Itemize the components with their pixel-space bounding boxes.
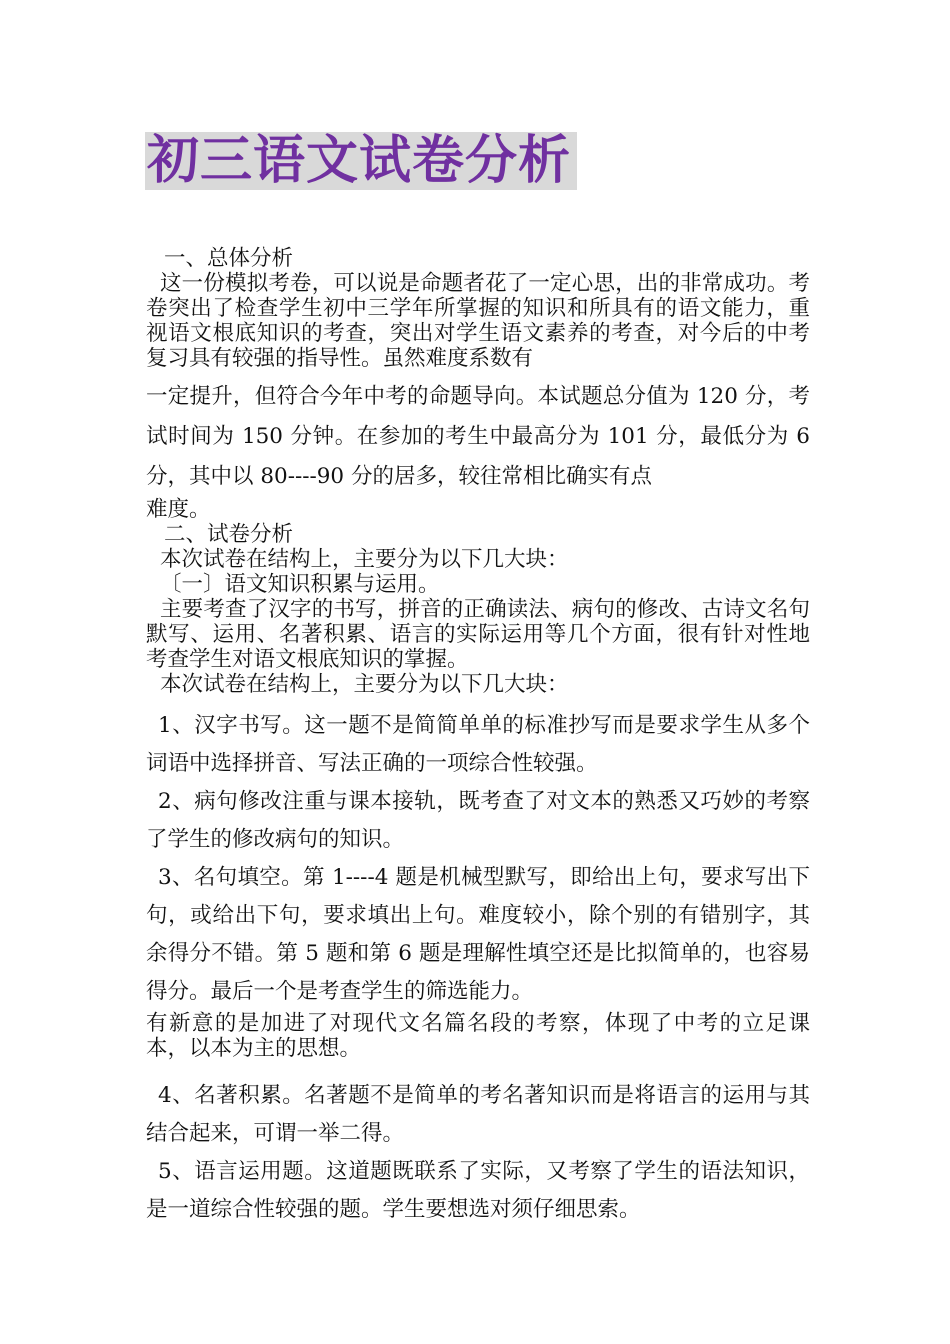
list-item-hanzi: 1、汉字书写。这一题不是简简单单的标准抄写而是要求学生从多个词语中选择拼音、写法正确的一项综合性较强。	[146, 713, 810, 776]
list-item-sentence-fix: 2、病句修改注重与课本接轨，既考查了对文本的熟悉又巧妙的考察了学生的修改病句的知识。	[146, 789, 810, 852]
paragraph-overview: 这一份模拟考卷，可以说是命题者花了一定心思，出的非常成功。考卷突出了检查学生初中三学年所掌握的知识和所具有的语文能力，重视语文根底知识的考查，突出对学生语文素养的考查，对今后的中考复习具有较强的指导性。虽然难度系数有	[146, 271, 810, 371]
paragraph-structure-intro: 本次试卷在结构上，主要分为以下几大块：	[160, 547, 569, 572]
section-heading-paper: 二、试卷分析	[164, 522, 294, 547]
document-body	[146, 246, 810, 1229]
paragraph-structure-intro-repeat: 本次试卷在结构上，主要分为以下几大块：	[160, 672, 569, 697]
document-title: 初三语文试卷分析	[145, 132, 577, 190]
section-heading-overall: 一、总体分析	[164, 246, 294, 271]
paragraph-quotes-cont: 有新意的是加进了对现代文名篇名段的考察，体现了中考的立足课本，以本为主的思想。	[146, 1011, 810, 1061]
subsection-heading-knowledge: 〔一〕语文知识积累与运用。	[160, 572, 440, 597]
list-item-quotes: 3、名句填空。第 1----4 题是机械型默写，即给出上句，要求写出下句，或给出下句，要求填出上句。难度较小，除个别的有错别字，其余得分不错。第 5 题和第 6 题是理解性填空还是比拟简单的，也容易得分。最后一个是考查学生的筛选能力。	[146, 865, 810, 1004]
paragraph-overview-scores: 一定提升，但符合今年中考的命题导向。本试题总分值为 120 分，考试时间为 150 分钟。在参加的考生中最高分为 101 分，最低分为 6 分，其中以 80----90 分的居多，较往常相比确实有点	[146, 384, 810, 489]
list-item-classics: 4、名著积累。名著题不是简单的考名著知识而是将语言的运用与其结合起来，可谓一举二得。	[146, 1083, 810, 1146]
paragraph-knowledge-desc: 主要考查了汉字的书写，拼音的正确读法、病句的修改、古诗文名句默写、运用、名著积累、语言的实际运用等几个方面，很有针对性地考查学生对语文根底知识的掌握。	[146, 597, 810, 672]
paragraph-overview-end: 难度。	[146, 497, 211, 522]
list-item-language-use: 5、语言运用题。这道题既联系了实际，又考察了学生的语法知识，是一道综合性较强的题。学生要想选对须仔细思索。	[146, 1159, 810, 1222]
